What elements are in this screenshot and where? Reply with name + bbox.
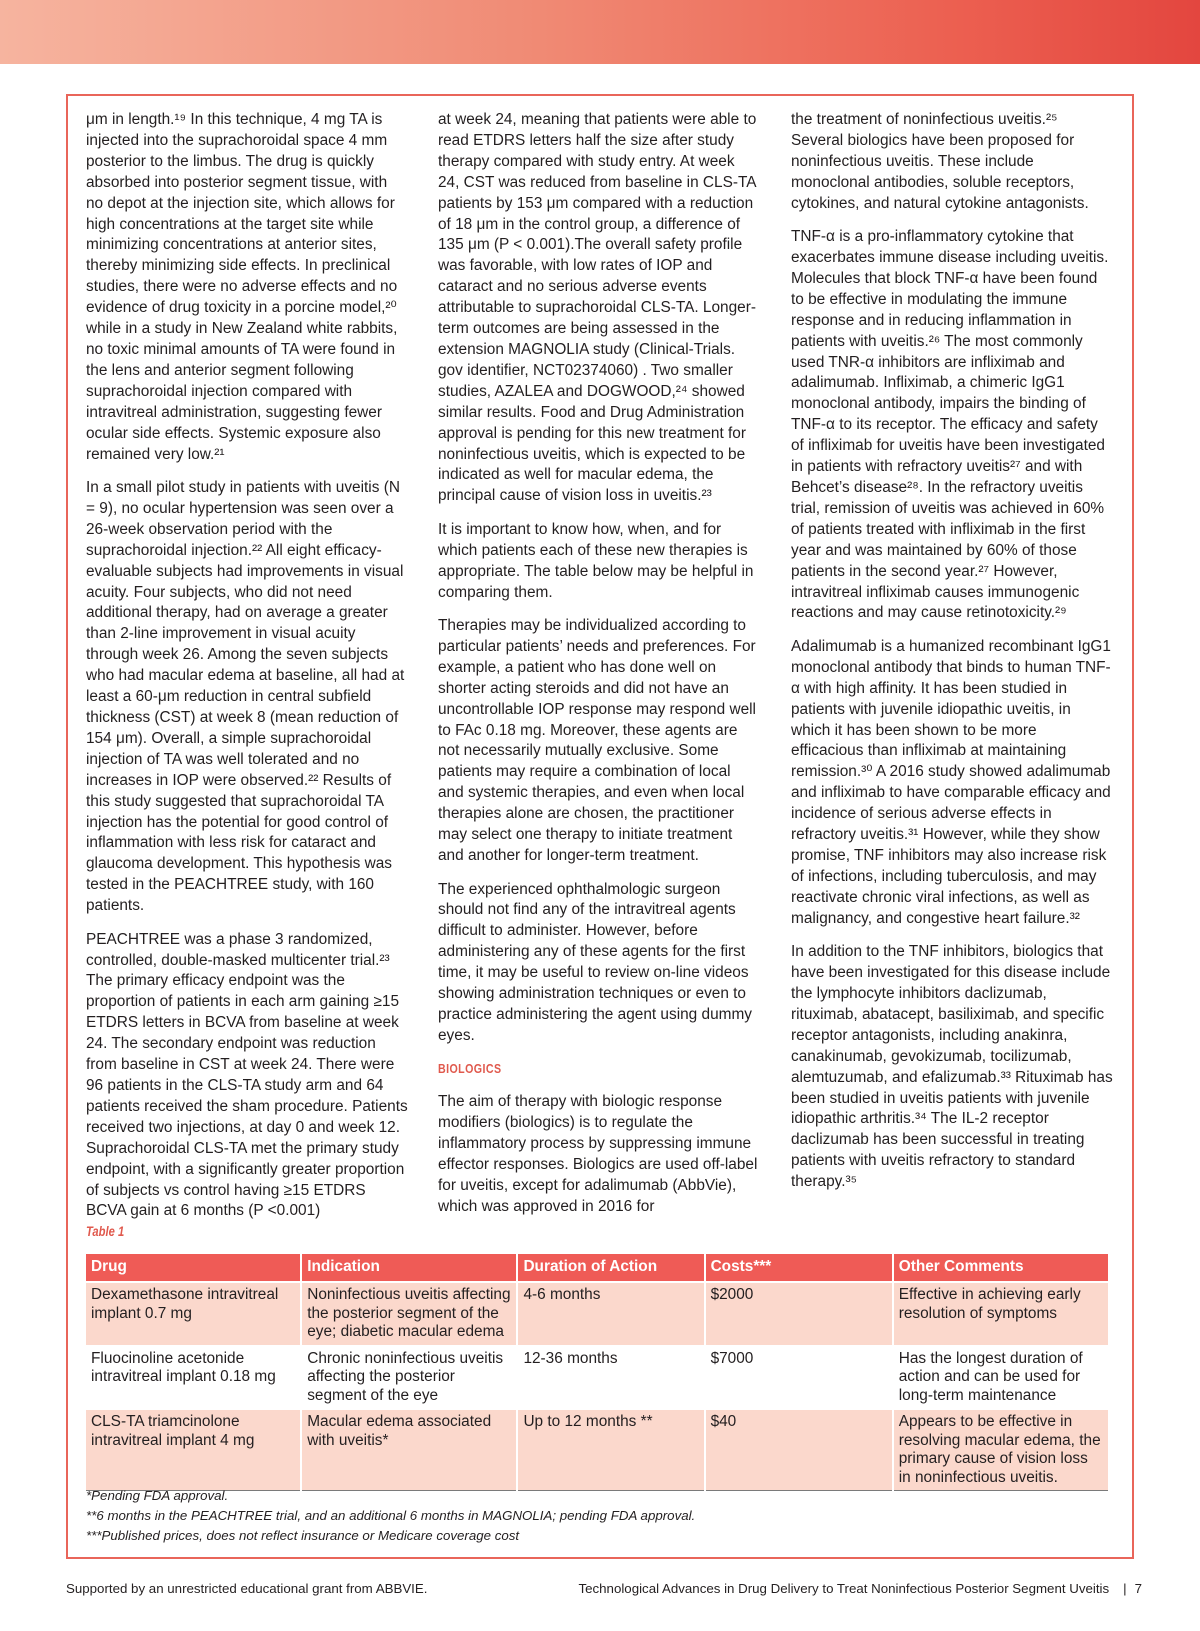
table-cell: Noninfectious uveitis affecting the posterior segment of the eye; diabetic macular edema bbox=[301, 1282, 517, 1346]
paragraph: TNF-α is a pro-inflammatory cytokine that exacerbates immune disease including uveitis. Molecules that block TNF-α have been found to be effective in modulating the immune response and in reducing inflammation in patients with uveitis.²⁶ The most commonly used TNR-α inhibitors are infliximab and adalimumab. Infliximab, a chimeric IgG1 monoclonal antibody, impairs the binding of TNF-α to its receptor. The efficacy and safety of infliximab for uveitis have been investigated in patients with refractory uveitis²⁷ and with Behcet’s disease²⁸. In the refractory uveitis trial, remission of uveitis was achieved in 60% of patients treated with infliximab in the first year and was maintained by 60% of those patients in the second year.²⁷ However, intravitreal infliximab causes immunogenic reactions and may cause retinotoxicity.²⁹ bbox=[791, 228, 1109, 622]
section-heading-biologics: BIOLOGICS bbox=[438, 1061, 502, 1077]
paragraph: The aim of therapy with biologic response modifiers (biologics) is to regulate the inflammatory process by suppressing immune effector responses. Biologics are used off-label for uveitis, except for adalimumab (AbbVie), which was approved in 2016 for bbox=[438, 1093, 758, 1215]
table-cell: $7000 bbox=[705, 1346, 893, 1410]
table-cell: Appears to be effective in resolving macular edema, the primary cause of vision loss in noninfectious uveitis. bbox=[893, 1409, 1109, 1491]
table-cell: Dexamethasone intravitreal implant 0.7 mg bbox=[86, 1282, 301, 1346]
paragraph: In a small pilot study in patients with uveitis (N = 9), no ocular hypertension was seen over a 26-week observation period with the suprachoroidal injection.²² All eight efficacy-evaluable subjects had improvements in visual acuity. Four subjects, who did not need additional therapy, had on average a greater than 2-line improvement in visual acuity through week 26. Among the seven subjects who had macular edema at baseline, all had at least a 60-μm reduction in central subfield thickness (CST) at week 8 (mean reduction of 154 μm). Overall, a simple suprachoroidal injection of TA was well tolerated and no increases in IOP were observed.²² Results of this study suggested that suprachoroidal TA injection has the potential for good control of inflammation with less risk for cataract and glaucoma development. This hypothesis was tested in the PEACHTREE study, with 160 patients. bbox=[86, 479, 405, 915]
footer-sponsor: Supported by an unrestricted educational grant from ABBVIE. bbox=[66, 1581, 428, 1596]
table-cell: Has the longest duration of action and can be used for long-term maintenance bbox=[893, 1346, 1109, 1410]
footnote: **6 months in the PEACHTREE trial, and an additional 6 months in MAGNOLIA; pending FDA approval. bbox=[86, 1508, 696, 1523]
table-cell: Fluocinoline acetonide intravitreal implant 0.18 mg bbox=[86, 1346, 301, 1410]
footer-running-title bbox=[578, 1581, 1142, 1596]
table-cell: Chronic noninfectious uveitis affecting the posterior segment of the eye bbox=[301, 1346, 517, 1410]
paragraph: Therapies may be individualized according to particular patients’ needs and preferences. For example, a patient who has done well on shorter acting steroids and did not have an uncontrollable IOP response may respond well to FAc 0.18 mg. Moreover, these agents are not necessarily mutually exclusive. Some patients may require a combination of local and systemic therapies, and even when local therapies alone are chosen, the practitioner may select one therapy to initiate treatment and another for longer-term treatment. bbox=[438, 617, 756, 864]
paragraph: the treatment of noninfectious uveitis.²⁵ Several biologics have been proposed for noninfectious uveitis. These include monoclonal antibodies, soluble receptors, cytokines, and natural cytokine antagonists. bbox=[791, 111, 1089, 212]
footnote: ***Published prices, does not reflect insurance or Medicare coverage cost bbox=[86, 1528, 520, 1543]
table-label: Table 1 bbox=[86, 1223, 125, 1239]
column-1 bbox=[86, 110, 408, 1235]
table-row bbox=[86, 1409, 1109, 1491]
table-cell: CLS-TA triamcinolone intravitreal implant 4 mg bbox=[86, 1409, 301, 1491]
table-cell: Up to 12 months ** bbox=[517, 1409, 704, 1491]
table-footnotes bbox=[86, 1486, 695, 1546]
table-cell: Effective in achieving early resolution of symptoms bbox=[893, 1282, 1109, 1346]
column-header-costs: Costs*** bbox=[705, 1254, 893, 1282]
paragraph: In addition to the TNF inhibitors, biologics that have been investigated for this disease include the lymphocyte inhibitors daclizumab, rituximab, abatacept, basiliximab, and specific receptor antagonists, including anakinra, canakinumab, gevokizumab, tocilizumab, alemtuzumab, and efalizumab.³³ Rituximab has been studied in uveitis patients with juvenile idiopathic arthritis.³⁴ The IL-2 receptor daclizumab has been successful in treating patients with uveitis refractory to standard therapy.³⁵ bbox=[791, 943, 1113, 1191]
paragraph: The experienced ophthalmologic surgeon should not find any of the intravitreal agents difficult to administer. However, before administering any of these agents for the first time, it may be useful to review on-line videos showing administration techniques or even to practice administering the agent using dummy eyes. bbox=[438, 880, 752, 1044]
paragraph: μm in length.¹⁹ In this technique, 4 mg TA is injected into the suprachoroidal space 4 mm posterior to the limbus. The drug is quickly absorbed into posterior segment tissue, with no depot at the injection site, which allows for high concentrations at the target site while minimizing concentrations at anterior sites, thereby minimizing side effects. In preclinical studies, there were no adverse effects and no evidence of drug toxicity in a porcine model,²⁰ while in a study in New Zealand white rabbits, no toxic minimal amounts of TA were found in the lens and anterior segment following suprachoroidal injection compared with intravitreal administration, suggesting fewer ocular side effects. Systemic exposure also remained very low.²¹ bbox=[86, 111, 398, 463]
table-cell: Macular edema associated with uveitis* bbox=[301, 1409, 517, 1491]
page-number: 7 bbox=[1134, 1581, 1142, 1596]
table-cell: 12-36 months bbox=[517, 1346, 704, 1410]
table-row bbox=[86, 1346, 1109, 1410]
paragraph: at week 24, meaning that patients were able to read ETDRS letters half the size after study therapy compared with study entry. At week 24, CST was reduced from baseline in CLS-TA patients by 153 μm compared with a reduction of 18 μm in the control group, a difference of 135 μm (P < 0.001).The overall safety profile was favorable, with low rates of IOP and cataract and no serious adverse events attributable to suprachoroidal CLS-TA. Longer-term outcomes are being assessed in the extension MAGNOLIA study (Clinical-Trials. gov identifier, NCT02374060) . Two smaller studies, AZALEA and DOGWOOD,²⁴ showed similar results. Food and Drug Administration approval is pending for this new treatment for noninfectious uveitis, which is expected to be indicated as well for macular edema, the principal cause of vision loss in uveitis.²³ bbox=[438, 111, 757, 505]
column-header-duration: Duration of Action bbox=[517, 1254, 704, 1282]
table-cell: $40 bbox=[705, 1409, 893, 1491]
column-3 bbox=[791, 110, 1113, 1206]
table-row bbox=[86, 1282, 1109, 1346]
footnote: *Pending FDA approval. bbox=[86, 1488, 229, 1503]
column-header-indication: Indication bbox=[301, 1254, 517, 1282]
table-header-row bbox=[86, 1254, 1109, 1282]
table-cell: 4-6 months bbox=[517, 1282, 704, 1346]
table-cell: $2000 bbox=[705, 1282, 893, 1346]
header-color-band bbox=[0, 0, 1200, 64]
column-2 bbox=[438, 110, 760, 1230]
footer-title: Technological Advances in Drug Delivery to Treat Noninfectious Posterior Segment Uveitis bbox=[578, 1581, 1110, 1596]
footer-separator: | bbox=[1123, 1581, 1127, 1596]
drug-comparison-table bbox=[86, 1254, 1110, 1491]
paragraph: It is important to know how, when, and for which patients each of these new therapies is appropriate. The table below may be helpful in comparing them. bbox=[438, 520, 754, 601]
column-header-comments: Other Comments bbox=[893, 1254, 1109, 1282]
column-header-drug: Drug bbox=[86, 1254, 301, 1282]
paragraph: PEACHTREE was a phase 3 randomized, controlled, double-masked multicenter trial.²³ The primary efficacy endpoint was the proportion of patients in each arm gaining ≥15 ETDRS letters in BCVA from baseline at week 24. The secondary endpoint was reduction from baseline in CST at week 24. There were 96 patients in the CLS-TA study arm and 64 patients received the sham procedure. Patients received two injections, at day 0 and week 12. Suprachoroidal CLS-TA met the primary study endpoint, with a significantly greater proportion of subjects vs control having ≥15 ETDRS BCVA gain at 6 months (P <0.001) bbox=[86, 930, 408, 1220]
paragraph: Adalimumab is a humanized recombinant IgG1 monoclonal antibody that binds to human TNF-α with high affinity. It has been studied in patients with juvenile idiopathic uveitis, in which it has been shown to be more efficacious than infliximab at maintaining remission.³⁰ A 2016 study showed adalimumab and infliximab to have comparable efficacy and incidence of serious adverse effects in refractory uveitis.³¹ However, while they show promise, TNF inhibitors may also increase risk of infections, including tuberculosis, and may reactivate chronic viral infections, as well as malignancy, and congestive heart failure.³² bbox=[791, 637, 1111, 927]
